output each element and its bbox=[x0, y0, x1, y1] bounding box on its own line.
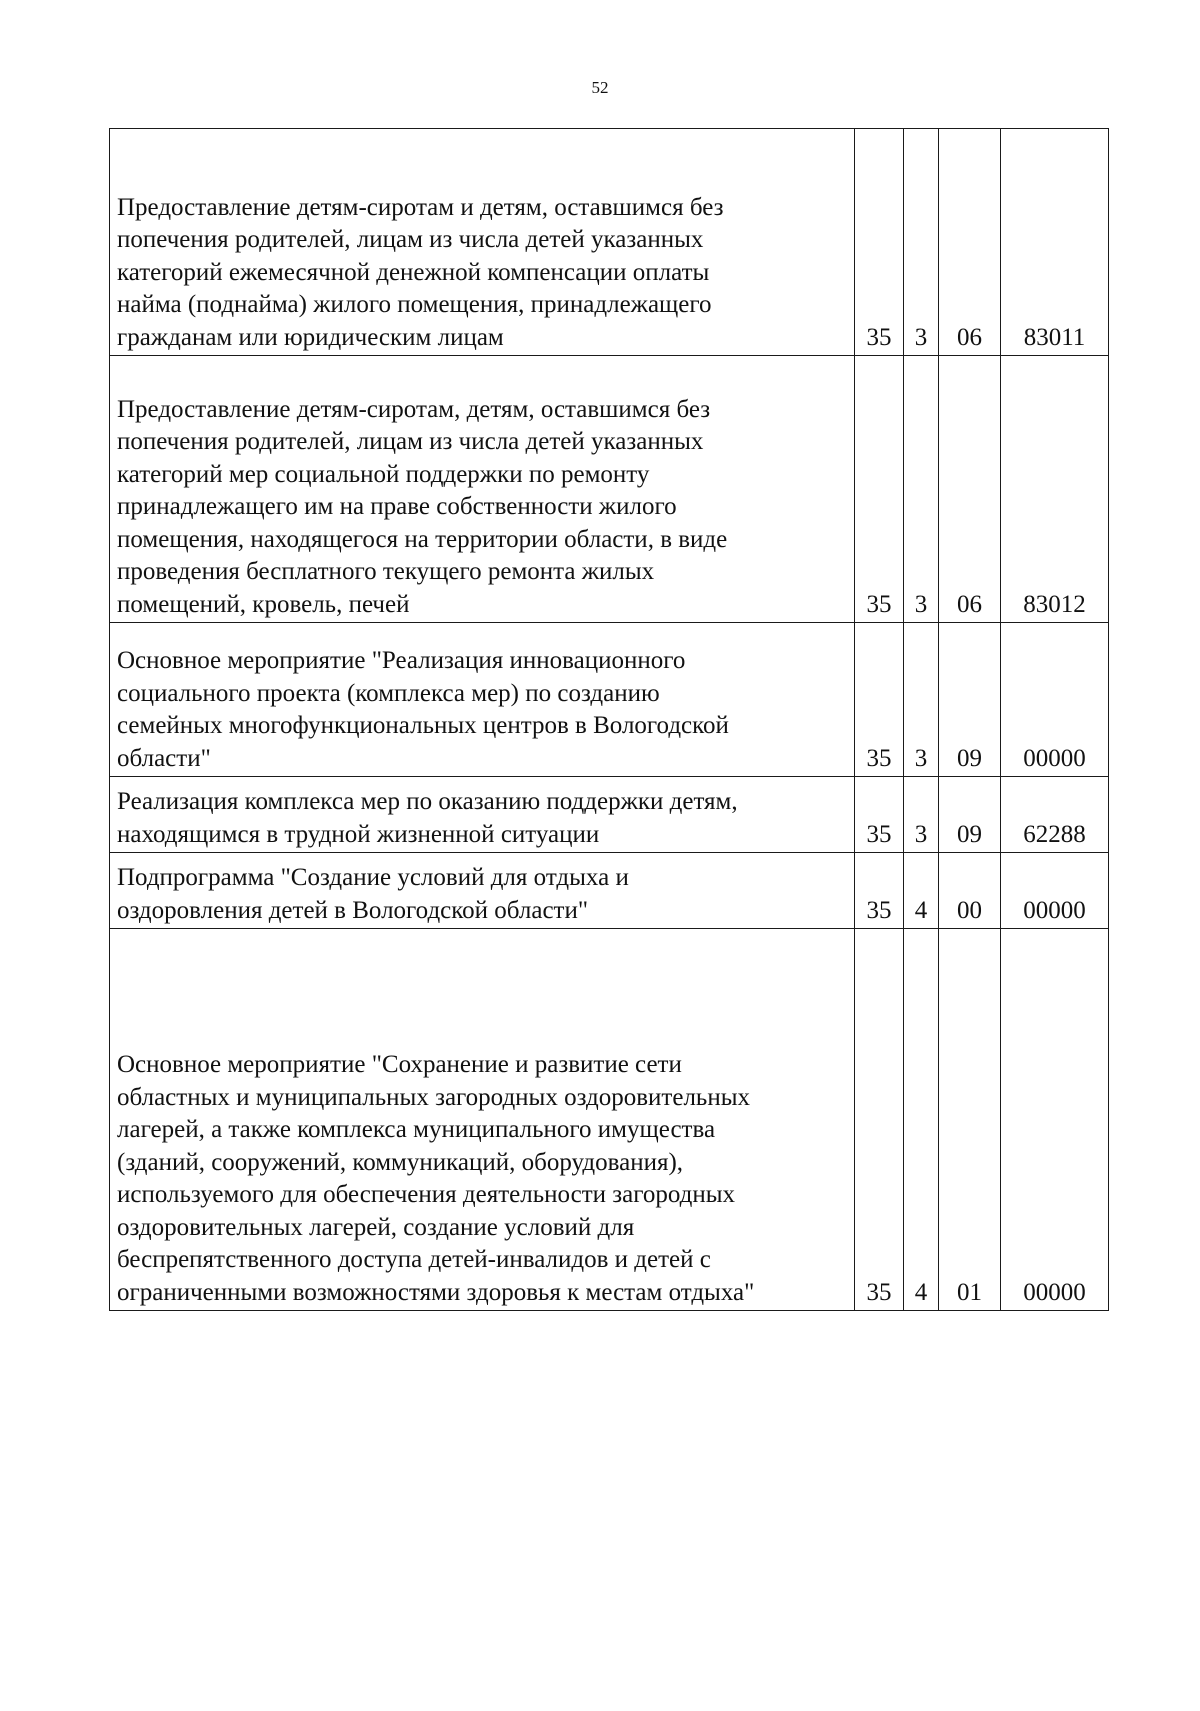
code-subprogram: 3 bbox=[904, 777, 939, 853]
description-line: Основное мероприятие "Реализация инновационного bbox=[117, 647, 686, 674]
code-activity: 09 bbox=[939, 623, 1001, 777]
row-description bbox=[110, 853, 855, 929]
row-description bbox=[110, 777, 855, 853]
description-line: ограниченными возможностями здоровья к местам отдыха" bbox=[117, 1278, 755, 1306]
description-line: категорий мер социальной поддержки по ремонту bbox=[117, 460, 650, 488]
description-line: принадлежащего им на праве собственности жилого bbox=[117, 493, 677, 520]
table-row bbox=[110, 777, 1109, 853]
description-line: областных и муниципальных загородных оздоровительных bbox=[117, 1083, 751, 1111]
code-direction: 62288 bbox=[1001, 777, 1109, 853]
code-program: 35 bbox=[855, 623, 904, 777]
code-subprogram: 3 bbox=[904, 356, 939, 623]
code-direction: 83012 bbox=[1001, 356, 1109, 623]
code-program: 35 bbox=[855, 853, 904, 929]
code-program: 35 bbox=[855, 777, 904, 853]
description-line: социального проекта (комплекса мер) по созданию bbox=[117, 679, 660, 707]
page-number: 52 bbox=[591, 78, 609, 97]
description-line: области" bbox=[117, 744, 211, 772]
description-line: семейных многофункциональных центров в Вологодской bbox=[117, 712, 729, 739]
code-program: 35 bbox=[855, 356, 904, 623]
description-line: попечения родителей, лицам из числа детей указанных bbox=[117, 226, 704, 253]
table-row bbox=[110, 623, 1109, 777]
description-line: оздоровительных лагерей, создание условий для bbox=[117, 1213, 635, 1241]
row-description bbox=[110, 129, 855, 356]
code-activity: 06 bbox=[939, 129, 1001, 356]
description-line: попечения родителей, лицам из числа детей указанных bbox=[117, 428, 704, 455]
table-row bbox=[110, 356, 1109, 623]
description-line: Основное мероприятие "Сохранение и развитие сети bbox=[117, 1051, 682, 1078]
code-direction: 83011 bbox=[1001, 129, 1109, 356]
table-row bbox=[110, 129, 1109, 356]
code-activity: 06 bbox=[939, 356, 1001, 623]
description-line: Реализация комплекса мер по оказанию поддержки детям, bbox=[117, 788, 738, 815]
row-description bbox=[110, 623, 855, 777]
description-line: гражданам или юридическим лицам bbox=[117, 323, 504, 351]
description-line: Предоставление детям-сиротам, детям, оставшимся без bbox=[117, 395, 711, 423]
table-row bbox=[110, 853, 1109, 929]
code-direction: 00000 bbox=[1001, 853, 1109, 929]
budget-classification-table bbox=[109, 128, 1109, 1311]
table-row bbox=[110, 929, 1109, 1311]
description-line: найма (поднайма) жилого помещения, принадлежащего bbox=[117, 291, 712, 318]
row-description bbox=[110, 929, 855, 1311]
description-line: оздоровления детей в Вологодской области" bbox=[117, 896, 589, 924]
code-activity: 01 bbox=[939, 929, 1001, 1311]
code-direction: 00000 bbox=[1001, 929, 1109, 1311]
description-line: Подпрограмма "Создание условий для отдыха и bbox=[117, 864, 629, 891]
description-line: помещений, кровель, печей bbox=[117, 590, 410, 618]
description-line: беспрепятственного доступа детей-инвалидов и детей с bbox=[117, 1246, 711, 1273]
code-subprogram: 4 bbox=[904, 929, 939, 1311]
description-line: помещения, находящегося на территории области, в виде bbox=[117, 525, 728, 553]
code-activity: 09 bbox=[939, 777, 1001, 853]
code-program: 35 bbox=[855, 129, 904, 356]
code-subprogram: 3 bbox=[904, 129, 939, 356]
description-line: Предоставление детям-сиротам и детям, оставшимся без bbox=[117, 193, 724, 221]
code-program: 35 bbox=[855, 929, 904, 1311]
code-direction: 00000 bbox=[1001, 623, 1109, 777]
description-line: категорий ежемесячной денежной компенсации оплаты bbox=[117, 258, 710, 286]
description-line: лагерей, а также комплекса муниципального имущества bbox=[117, 1116, 716, 1143]
description-line: находящимся в трудной жизненной ситуации bbox=[117, 820, 600, 848]
code-activity: 00 bbox=[939, 853, 1001, 929]
description-line: проведения бесплатного текущего ремонта жилых bbox=[117, 558, 655, 585]
row-description bbox=[110, 356, 855, 623]
description-line: (зданий, сооружений, коммуникаций, оборудования), bbox=[117, 1148, 684, 1176]
code-subprogram: 3 bbox=[904, 623, 939, 777]
code-subprogram: 4 bbox=[904, 853, 939, 929]
description-line: используемого для обеспечения деятельности загородных bbox=[117, 1181, 736, 1208]
